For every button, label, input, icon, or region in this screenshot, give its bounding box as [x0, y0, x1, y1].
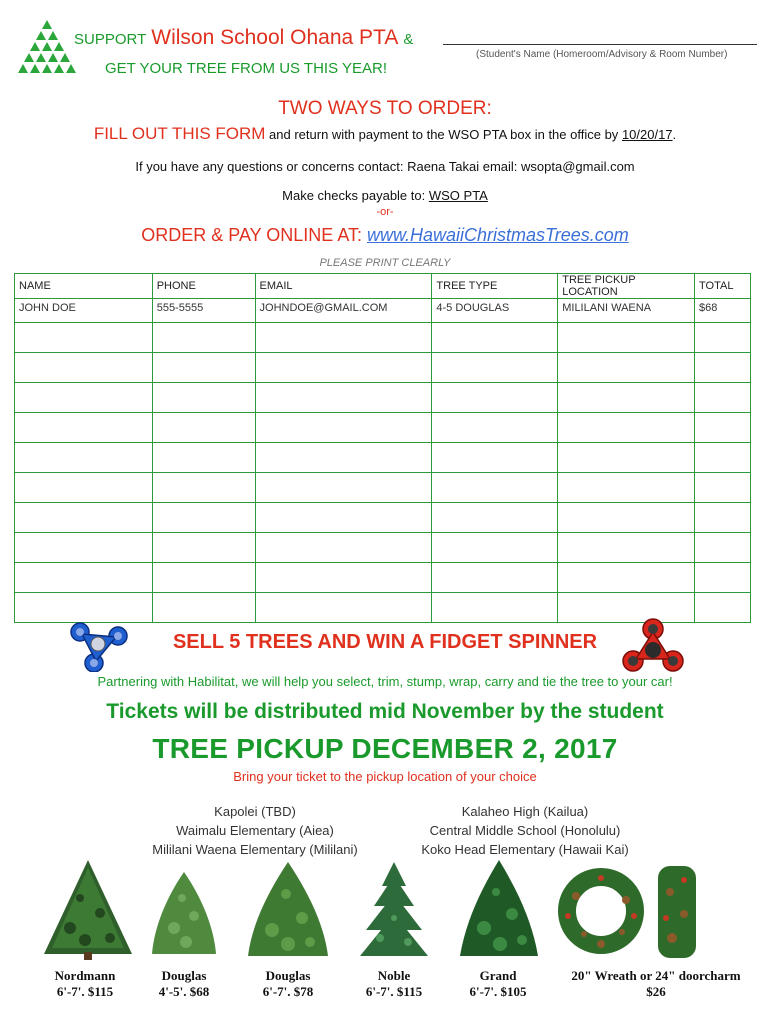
noble-tree-icon [356, 858, 432, 962]
cell-name-input[interactable] [15, 443, 153, 473]
location-item: Mililani Waena Elementary (Mililani) [152, 842, 358, 857]
cell-tree-type-input[interactable] [432, 563, 558, 593]
tree-price: 6'-7'. $105 [469, 984, 527, 999]
cell-tree-type: 4-5 DOUGLAS [432, 299, 558, 323]
col-header-pickup-location: TREE PICKUP LOCATION [558, 274, 695, 299]
location-item: Kapolei (TBD) [214, 804, 296, 819]
cell-pickup-location: MILILANI WAENA [558, 299, 695, 323]
col-header-name: NAME [15, 274, 153, 299]
cell-phone-input[interactable] [152, 563, 255, 593]
cell-total-input[interactable] [695, 563, 751, 593]
table-row [15, 443, 751, 473]
cell-email: JOHNDOE@GMAIL.COM [255, 299, 432, 323]
wreath-icon [556, 866, 646, 956]
cell-tree-type-input[interactable] [432, 593, 558, 623]
cell-tree-type-input[interactable] [432, 353, 558, 383]
print-note: PLEASE PRINT CLEARLY [319, 257, 451, 269]
cell-name-input[interactable] [15, 323, 153, 353]
col-header-tree-type: TREE TYPE [432, 274, 558, 299]
header-slogan: GET YOUR TREE FROM US THIS YEAR! [105, 60, 388, 77]
cell-phone-input[interactable] [152, 323, 255, 353]
table-row [15, 353, 751, 383]
table-row [15, 323, 751, 353]
locations-right [400, 802, 650, 859]
locations-left [130, 802, 380, 859]
fill-form-line [0, 124, 770, 144]
cell-total-input[interactable] [695, 473, 751, 503]
col-header-email: EMAIL [255, 274, 432, 299]
student-name-line[interactable] [443, 44, 757, 45]
cell-pickup-location-input[interactable] [558, 353, 695, 383]
contact-line: If you have any questions or concerns contact: Raena Takai email: wsopta@gmail.com [135, 159, 635, 174]
cell-pickup-location-input[interactable] [558, 533, 695, 563]
cell-tree-type-input[interactable] [432, 383, 558, 413]
tree-label [240, 968, 336, 1000]
checks-prefix: Make checks payable to: [282, 188, 426, 203]
tree-logo-icon [18, 18, 76, 76]
cell-phone-input[interactable] [152, 533, 255, 563]
cell-name-input[interactable] [15, 533, 153, 563]
cell-name-input[interactable] [15, 383, 153, 413]
cell-phone-input[interactable] [152, 383, 255, 413]
cell-phone-input[interactable] [152, 443, 255, 473]
cell-phone-input[interactable] [152, 353, 255, 383]
checks-payee: WSO PTA [428, 188, 488, 203]
location-item: Waimalu Elementary (Aiea) [176, 823, 334, 838]
tree-name: Douglas [161, 968, 207, 983]
fill-form-heading: FILL OUT THIS FORM [93, 124, 266, 143]
cell-phone-input[interactable] [152, 503, 255, 533]
tree-name: Grand [479, 968, 517, 983]
checks-line [0, 188, 770, 203]
cell-total-input[interactable] [695, 503, 751, 533]
cell-total-input[interactable] [695, 443, 751, 473]
cell-name-input[interactable] [15, 353, 153, 383]
cell-email-input[interactable] [255, 323, 432, 353]
example-row [15, 299, 751, 323]
cell-tree-type-input[interactable] [432, 533, 558, 563]
table-row [15, 413, 751, 443]
online-order-line [0, 225, 770, 246]
cell-pickup-location-input[interactable] [558, 323, 695, 353]
order-table [14, 273, 751, 623]
tree-label [450, 968, 546, 1000]
table-row [15, 533, 751, 563]
ampersand: & [403, 31, 414, 48]
cell-total-input[interactable] [695, 533, 751, 563]
cell-email-input[interactable] [255, 503, 432, 533]
cell-pickup-location-input[interactable] [558, 413, 695, 443]
douglas-small-tree-icon [146, 858, 222, 962]
bring-ticket-text: Bring your ticket to the pickup location of your choice [233, 769, 537, 784]
tree-label [30, 968, 140, 1000]
tree-name: Douglas [265, 968, 311, 983]
cell-total-input[interactable] [695, 323, 751, 353]
tree-label [136, 968, 232, 1000]
cell-tree-type-input[interactable] [432, 503, 558, 533]
douglas-large-tree-icon [244, 858, 332, 962]
tickets-headline: Tickets will be distributed mid November by the student [106, 700, 664, 723]
cell-name-input[interactable] [15, 473, 153, 503]
school-name: Wilson School Ohana PTA [151, 26, 399, 49]
table-row [15, 473, 751, 503]
tree-name: Noble [377, 968, 411, 983]
tree-label [556, 968, 756, 1000]
tree-price: 6'-7'. $115 [56, 984, 114, 999]
tree-label [346, 968, 442, 1000]
sell-trees-headline: SELL 5 TREES AND WIN A FIDGET SPINNER [172, 631, 598, 653]
tree-price: 6'-7'. $78 [262, 984, 314, 999]
cell-email-input[interactable] [255, 563, 432, 593]
fill-end: . [672, 127, 677, 142]
tree-name: 20" Wreath or 24" doorcharm [571, 968, 741, 983]
cell-pickup-location-input[interactable] [558, 563, 695, 593]
ways-heading: TWO WAYS TO ORDER: [278, 98, 492, 119]
student-name-caption: (Student's Name (Homeroom/Advisory & Room Number) [476, 49, 728, 60]
cell-total: $68 [695, 299, 751, 323]
cell-name-input[interactable] [15, 563, 153, 593]
cell-total-input[interactable] [695, 593, 751, 623]
tree-price: 6'-7'. $115 [365, 984, 423, 999]
location-item: Central Middle School (Honolulu) [429, 823, 621, 838]
cell-phone: 555-5555 [152, 299, 255, 323]
cell-email-input[interactable] [255, 353, 432, 383]
cell-email-input[interactable] [255, 533, 432, 563]
table-row [15, 503, 751, 533]
col-header-total: TOTAL [695, 274, 751, 299]
cell-total-input[interactable] [695, 383, 751, 413]
cell-phone-input[interactable] [152, 473, 255, 503]
cell-email-input[interactable] [255, 443, 432, 473]
fill-form-text: and return with payment to the WSO PTA box in the office by [269, 127, 619, 142]
cell-name: JOHN DOE [15, 299, 153, 323]
table-row [15, 383, 751, 413]
cell-email-input[interactable] [255, 413, 432, 443]
cell-phone-input[interactable] [152, 593, 255, 623]
table-header-row [15, 274, 751, 299]
or-separator: -or- [376, 206, 394, 218]
location-item: Koko Head Elementary (Hawaii Kai) [421, 842, 629, 857]
header-title [74, 26, 413, 50]
support-text: SUPPORT [74, 31, 147, 48]
cell-tree-type-input[interactable] [432, 413, 558, 443]
due-date: 10/20/17 [621, 127, 673, 142]
cell-pickup-location-input[interactable] [558, 443, 695, 473]
tree-name: Nordmann [54, 968, 116, 983]
grand-tree-icon [456, 858, 542, 962]
cell-name-input[interactable] [15, 413, 153, 443]
cell-phone-input[interactable] [152, 413, 255, 443]
cell-email-input[interactable] [255, 593, 432, 623]
tree-price: 4'-5'. $68 [158, 984, 210, 999]
cell-tree-type-input[interactable] [432, 443, 558, 473]
cell-pickup-location-input[interactable] [558, 383, 695, 413]
cell-name-input[interactable] [15, 593, 153, 623]
cell-pickup-location-input[interactable] [558, 473, 695, 503]
nordmann-tree-icon [40, 858, 136, 962]
online-url-link[interactable]: www.HawaiiChristmasTrees.com [367, 225, 629, 245]
doorcharm-icon [654, 862, 700, 962]
cell-email-input[interactable] [255, 383, 432, 413]
cell-total-input[interactable] [695, 353, 751, 383]
partner-text: Partnering with Habilitat, we will help you select, trim, stump, wrap, carry and tie the tree to your car! [97, 674, 673, 689]
cell-pickup-location-input[interactable] [558, 503, 695, 533]
cell-tree-type-input[interactable] [432, 323, 558, 353]
online-prefix: ORDER & PAY ONLINE AT: [141, 225, 362, 245]
location-item: Kalaheo High (Kailua) [461, 804, 589, 819]
cell-total-input[interactable] [695, 413, 751, 443]
table-row [15, 563, 751, 593]
tree-price: $26 [646, 984, 666, 999]
cell-tree-type-input[interactable] [432, 473, 558, 503]
col-header-phone: PHONE [152, 274, 255, 299]
cell-name-input[interactable] [15, 503, 153, 533]
pickup-date-headline: TREE PICKUP DECEMBER 2, 2017 [152, 733, 618, 764]
cell-email-input[interactable] [255, 473, 432, 503]
